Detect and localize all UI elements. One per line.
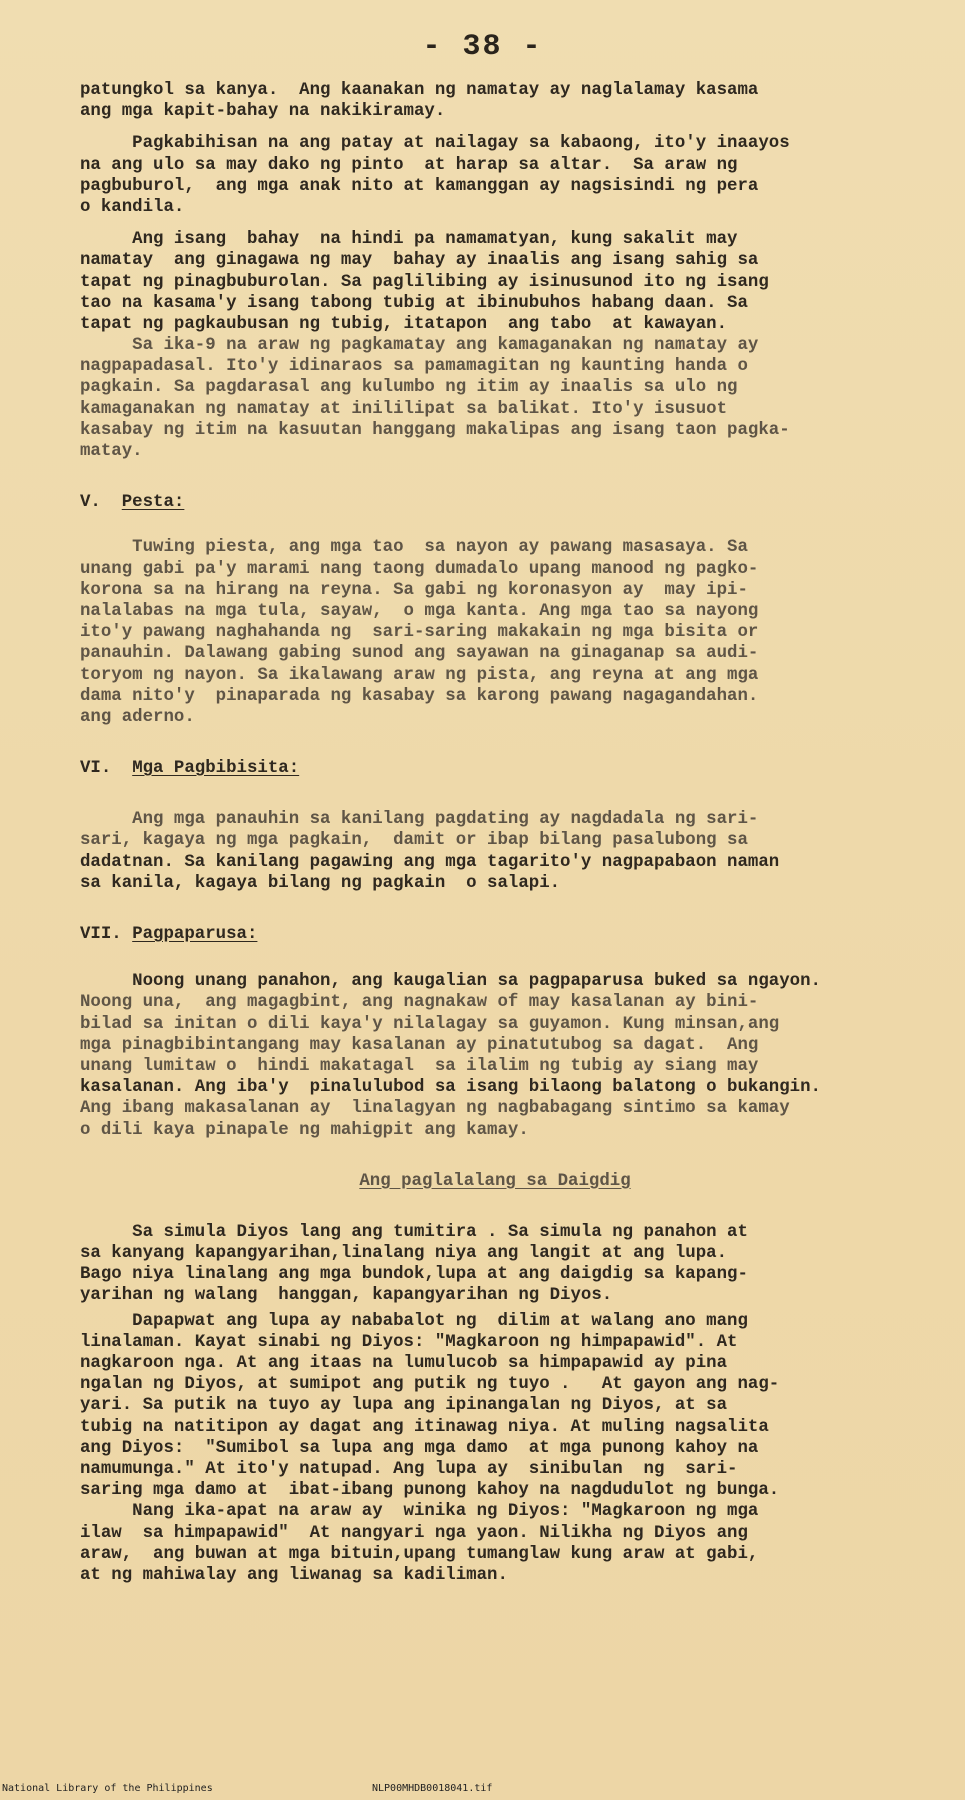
text-line: toryom ng nayon. Sa ikalawang araw ng pista, ang reyna at ang mga — [80, 665, 759, 685]
text-line: Noong unang panahon, ang kaugalian sa pagpaparusa buked sa ngayon. — [80, 972, 821, 992]
text-line: Sa simula Diyos lang ang tumitira . Sa simula ng panahon at — [80, 1222, 748, 1242]
text-line: mga pinagbibintangang may kasalanan ay pinatutubog sa dagat. Ang — [80, 1035, 759, 1055]
section-heading-visits — [80, 758, 910, 779]
text-line: Noong una, ang magagbint, ang nagnakaw of may kasalanan ay bini- — [80, 993, 759, 1013]
text-line: nagkaroon nga. At ang itaas na lumulucob sa himpapawid ay pina — [80, 1354, 728, 1374]
text-line: tapat ng pagkaubusan ng tubig, itatapon ang tabo at kawayan. — [80, 314, 728, 334]
section-heading-fiesta — [80, 492, 910, 513]
text-line: dama nito'y pinaparada ng kasabay sa karong pawang nagagandahan. — [80, 686, 759, 706]
text-line: namumunga." At ito'y natupad. Ang lupa ay sinibulan ng sari- — [80, 1459, 738, 1479]
text-line: at ng mahiwalay ang liwanag sa kadiliman. — [80, 1565, 508, 1585]
paragraph-coffin — [80, 133, 910, 218]
text-line: ang mga kapit-bahay na nakikiramay. — [80, 102, 446, 122]
text-line: kasabay ng itim na kasuutan hanggang makalipas ang isang taon pagka- — [80, 420, 790, 440]
text-line: saring mga damo at ibat-ibang punong kahoy na nagdudulot ng bunga. — [80, 1481, 780, 1501]
text-line: Pagkabihisan na ang patay at nailagay sa kabaong, ito'y inaayos — [80, 134, 790, 154]
text-line: ito'y pawang naghahanda ng sari-saring makakain ng mga bisita or — [80, 623, 759, 643]
text-line: kamaganakan ng namatay at inililipat sa balikat. Ito'y isusuot — [80, 399, 728, 419]
paragraph-creation-intro — [80, 1222, 910, 1307]
text-line: patungkol sa kanya. Ang kaanakan ng namatay ay naglalamay kasama — [80, 81, 759, 100]
text-line: tapat ng pinagbuburolan. Sa paglilibing ay isinusunod ito ng isang — [80, 272, 769, 292]
section-heading-punishment — [80, 924, 910, 945]
section-number: VI. — [80, 759, 112, 779]
text-line: Ang mga panauhin sa kanilang pagdating ay nagdadala ng sari- — [80, 810, 759, 830]
text-line: yari. Sa putik na tuyo ay lupa ang ipinangalan ng Diyos, at sa — [80, 1396, 728, 1416]
section-number: V. — [80, 493, 101, 513]
paragraph-burial — [80, 229, 910, 462]
text-line: panauhin. Dalawang gabing sunod ang sayawan na ginaganap sa audi- — [80, 644, 759, 664]
text-line: Nang ika-apat na araw ay winika ng Diyos: "Magkaroon ng mga — [80, 1502, 759, 1522]
section-title: Mga Pagbibisita: — [132, 759, 300, 779]
section-number: VII. — [80, 925, 122, 944]
paragraph-fiesta — [80, 537, 910, 728]
text-line: sa kanila, kagaya bilang ng pagkain o salapi. — [80, 873, 561, 893]
text-line: ang aderno. — [80, 707, 195, 727]
text-line: sa kanyang kapangyarihan,linalang niya ang langit at ang lupa. — [80, 1244, 728, 1264]
text-line: matay. — [80, 442, 143, 461]
text-line: Ang ibang makasalanan ay linalagyan ng nagbabagang sintimo sa kamay — [80, 1099, 790, 1119]
section-title: Pagpaparusa: — [132, 925, 258, 944]
text-line: unang gabi pa'y marami nang taong dumadalo upang manood ng pagko- — [80, 559, 759, 579]
story-title: Ang paglalalang sa Daigdig — [359, 1171, 631, 1191]
text-line: ang Diyos: "Sumibol sa lupa ang mga damo at mga punong kahoy na — [80, 1438, 759, 1458]
text-line: ilaw sa himpapawid" At nangyari nga yaon. Nilikha ng Diyos ang — [80, 1523, 748, 1543]
text-line: Ang isang bahay na hindi pa namamatyan, kung sakalit may — [80, 230, 738, 250]
paragraph-visits — [80, 809, 910, 894]
paragraph-punishment — [80, 971, 910, 1141]
text-line: o kandila. — [80, 197, 185, 217]
footer-library-name: National Library of the Philippines — [2, 1783, 213, 1794]
paragraph-wake — [80, 80, 910, 122]
document-body — [80, 80, 910, 1597]
text-line: bilad sa initan o dili kaya'y nilalagay sa guyamon. Kung minsan,ang — [80, 1014, 780, 1034]
text-line: namatay ang ginagawa ng may bahay ay inaalis ang isang sahig sa — [80, 251, 759, 271]
text-line: pagkain. Sa pagdarasal ang kulumbo ng itim ay inaalis sa ulo ng — [80, 378, 738, 398]
text-line: nagpapadasal. Ito'y idinaraos sa pamamagitan ng kaunting handa o — [80, 357, 748, 377]
text-line: kasalanan. Ang iba'y pinalulubod sa isang bilaong balatong o bukangin. — [80, 1078, 821, 1098]
text-line: ngalan ng Diyos, at sumipot ang putik ng tuyo . At gayon ang nag- — [80, 1375, 780, 1395]
text-line: na ang ulo sa may dako ng pinto at harap sa altar. Sa araw ng — [80, 155, 738, 175]
text-line: unang lumitaw o hindi makatagal sa ilalim ng tubig ay siang may — [80, 1056, 759, 1076]
page-number: - 38 - — [422, 30, 543, 64]
text-line: Tuwing piesta, ang mga tao sa nayon ay pawang masasaya. Sa — [80, 538, 748, 558]
text-line: korona sa na hirang na reyna. Sa gabi ng koronasyon ay may ipi- — [80, 580, 748, 600]
text-line: pagbuburol, ang mga anak nito at kamanggan ay nagsisindi ng pera — [80, 176, 759, 196]
footer-file-name: NLP00MHDB0018041.tif — [372, 1783, 493, 1794]
text-line: o dili kaya pinapale ng mahigpit ang kamay. — [80, 1120, 529, 1140]
text-line: Sa ika-9 na araw ng pagkamatay ang kamaganakan ng namatay ay — [80, 336, 759, 356]
text-line: sari, kagaya ng mga pagkain, damit or ibap bilang pasalubong sa — [80, 831, 748, 851]
text-line: araw, ang buwan at mga bituin,upang tumanglaw kung araw at gabi, — [80, 1544, 759, 1564]
text-line: tao na kasama'y isang tabong tubig at ibinubuhos habang daan. Sa — [80, 293, 748, 313]
text-line: linalaman. Kayat sinabi ng Diyos: "Magkaroon ng himpapawid". At — [80, 1332, 738, 1352]
text-line: nalalabas na mga tula, sayaw, o mga kanta. Ang mga tao sa nayong — [80, 601, 759, 621]
text-line: tubig na natitipon ay dagat ang itinawag niya. At muling nagsalita — [80, 1417, 769, 1437]
text-line: yarihan ng walang hanggan, kapangyarihan ng Diyos. — [80, 1286, 613, 1306]
text-line: dadatnan. Sa kanilang pagawing ang mga tagarito'y nagpapabaon naman — [80, 852, 780, 872]
text-line: Dapapwat ang lupa ay nababalot ng dilim at walang ano mang — [80, 1311, 748, 1331]
section-title: Pesta: — [121, 493, 185, 513]
text-line: Bago niya linalang ang mga bundok,lupa at ang daigdig sa kapang- — [80, 1265, 748, 1285]
paragraph-creation-body — [80, 1311, 910, 1586]
